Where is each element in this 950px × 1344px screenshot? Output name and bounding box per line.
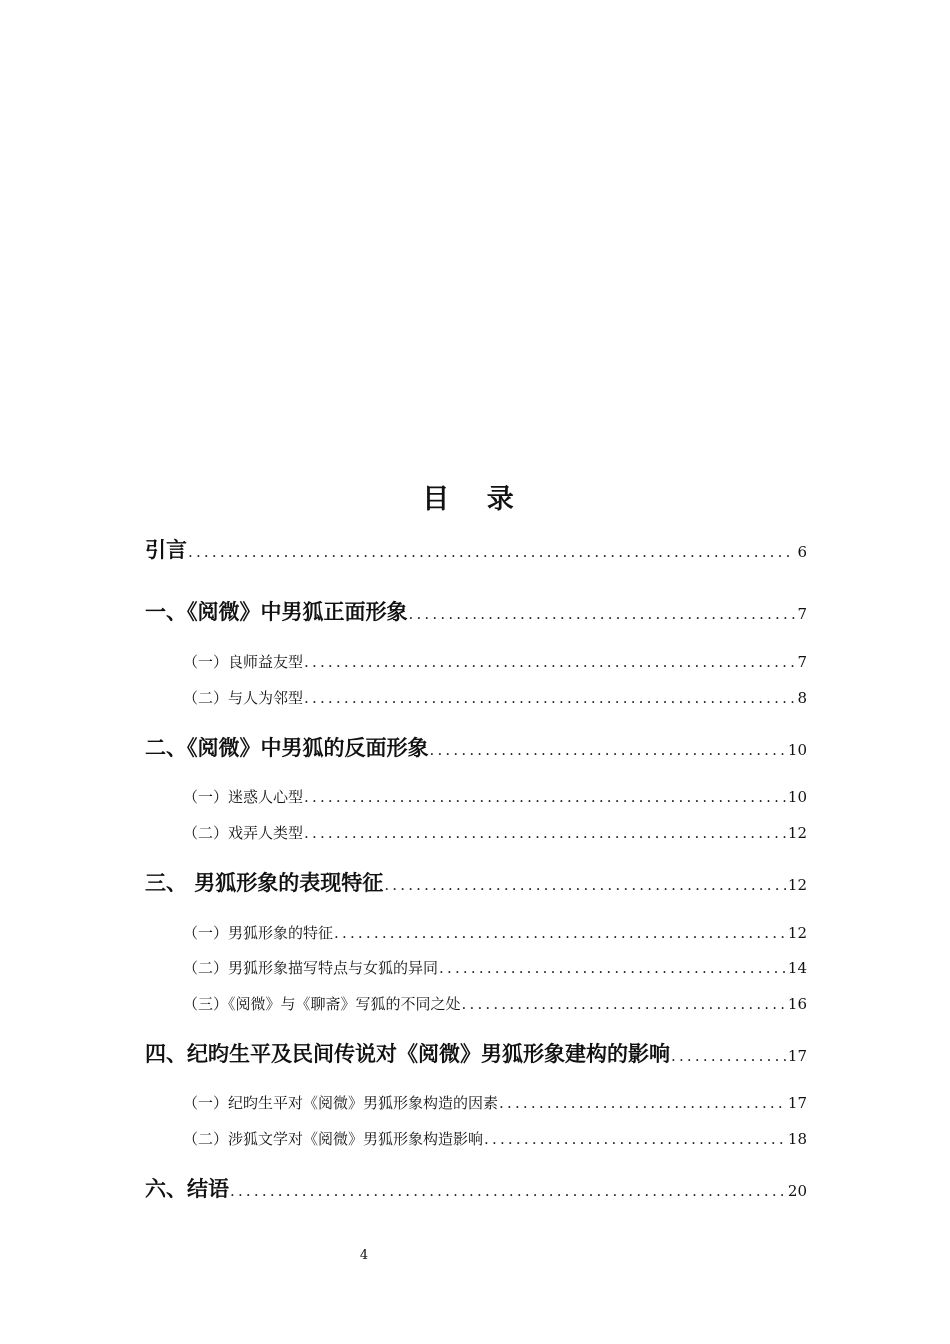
- toc-entry-section-3-3[interactable]: [183, 992, 807, 1016]
- toc-entry-label: 一、《阅微》中男狐正面形象: [145, 600, 408, 624]
- toc-entry-page: 10: [787, 788, 807, 806]
- toc-entry-label: （一）男狐形象的特征: [183, 924, 334, 942]
- dot-leader: [499, 1091, 786, 1115]
- toc-entry-label: 二、《阅微》中男狐的反面形象: [145, 736, 429, 760]
- toc-entry-page: 12: [787, 876, 807, 894]
- toc-entry-conclusion[interactable]: [145, 1174, 807, 1206]
- toc-entry-page: 6: [797, 543, 807, 561]
- toc-entry-section-2-1[interactable]: [183, 785, 807, 809]
- toc-entry-page: 12: [787, 924, 807, 942]
- toc-entry-label: （一）迷惑人心型: [183, 788, 304, 806]
- toc-entry-label: 引言: [145, 538, 187, 562]
- dot-leader: [230, 1176, 786, 1206]
- toc-entry-label: 四、纪昀生平及民间传说对《阅微》男狐形象建构的影响: [145, 1042, 670, 1066]
- dot-leader: [188, 537, 795, 567]
- toc-entry-page: 14: [787, 959, 807, 977]
- dot-leader: [462, 992, 786, 1016]
- page-number: 4: [359, 1248, 369, 1263]
- toc-entry-chapter-3[interactable]: [145, 868, 807, 900]
- toc-entry-page: 12: [787, 824, 807, 842]
- toc-entry-page: 16: [787, 995, 807, 1013]
- dot-leader: [671, 1041, 786, 1071]
- toc-entry-label: （二）与人为邻型: [183, 689, 304, 707]
- toc-entry-label: （二）戏弄人类型: [183, 824, 304, 842]
- dot-leader: [484, 1127, 786, 1151]
- toc-entry-label: （二）涉狐文学对《阅微》男狐形象构造影响: [183, 1130, 484, 1148]
- toc-entry-page: 8: [797, 689, 807, 707]
- dot-leader: [304, 785, 786, 809]
- toc-entry-introduction[interactable]: [145, 535, 807, 567]
- toc-entry-page: 17: [787, 1047, 807, 1065]
- dot-leader: [409, 599, 796, 629]
- dot-leader: [430, 735, 786, 765]
- toc-entry-label: 三、 男狐形象的表现特征: [145, 871, 384, 895]
- toc-entry-label: （二）男狐形象描写特点与女狐的异同: [183, 959, 439, 977]
- toc-entry-chapter-1[interactable]: [145, 597, 807, 629]
- dot-leader: [304, 821, 786, 845]
- toc-entry-page: 10: [787, 741, 807, 759]
- toc-entry-page: 18: [787, 1130, 807, 1148]
- toc-entry-page: 7: [797, 653, 807, 671]
- toc-entry-section-3-1[interactable]: [183, 921, 807, 945]
- toc-entry-label: （三）《阅微》与《聊斋》写狐的不同之处: [183, 995, 461, 1013]
- toc-entry-page: 20: [787, 1182, 807, 1200]
- dot-leader: [334, 921, 786, 945]
- toc-entry-chapter-2[interactable]: [145, 733, 807, 765]
- dot-leader: [384, 870, 786, 900]
- dot-leader: [304, 686, 795, 710]
- toc-entry-section-1-1[interactable]: [183, 650, 807, 674]
- toc-entry-page: 17: [787, 1094, 807, 1112]
- toc-entry-label: 六、结语: [145, 1177, 229, 1201]
- toc-entry-section-3-2[interactable]: [183, 956, 807, 980]
- toc-entry-section-2-2[interactable]: [183, 821, 807, 845]
- toc-entry-chapter-4[interactable]: [145, 1039, 807, 1071]
- toc-entry-section-1-2[interactable]: [183, 686, 807, 710]
- toc-entry-label: （一）纪昀生平对《阅微》男狐形象构造的因素: [183, 1094, 499, 1112]
- toc-entry-section-4-2[interactable]: [183, 1127, 807, 1151]
- toc-entry-page: 7: [797, 605, 807, 623]
- toc-entry-label: （一）良师益友型: [183, 653, 304, 671]
- toc-entry-section-4-1[interactable]: [183, 1091, 807, 1115]
- toc-title: 目 录: [422, 484, 528, 515]
- dot-leader: [439, 956, 786, 980]
- dot-leader: [304, 650, 795, 674]
